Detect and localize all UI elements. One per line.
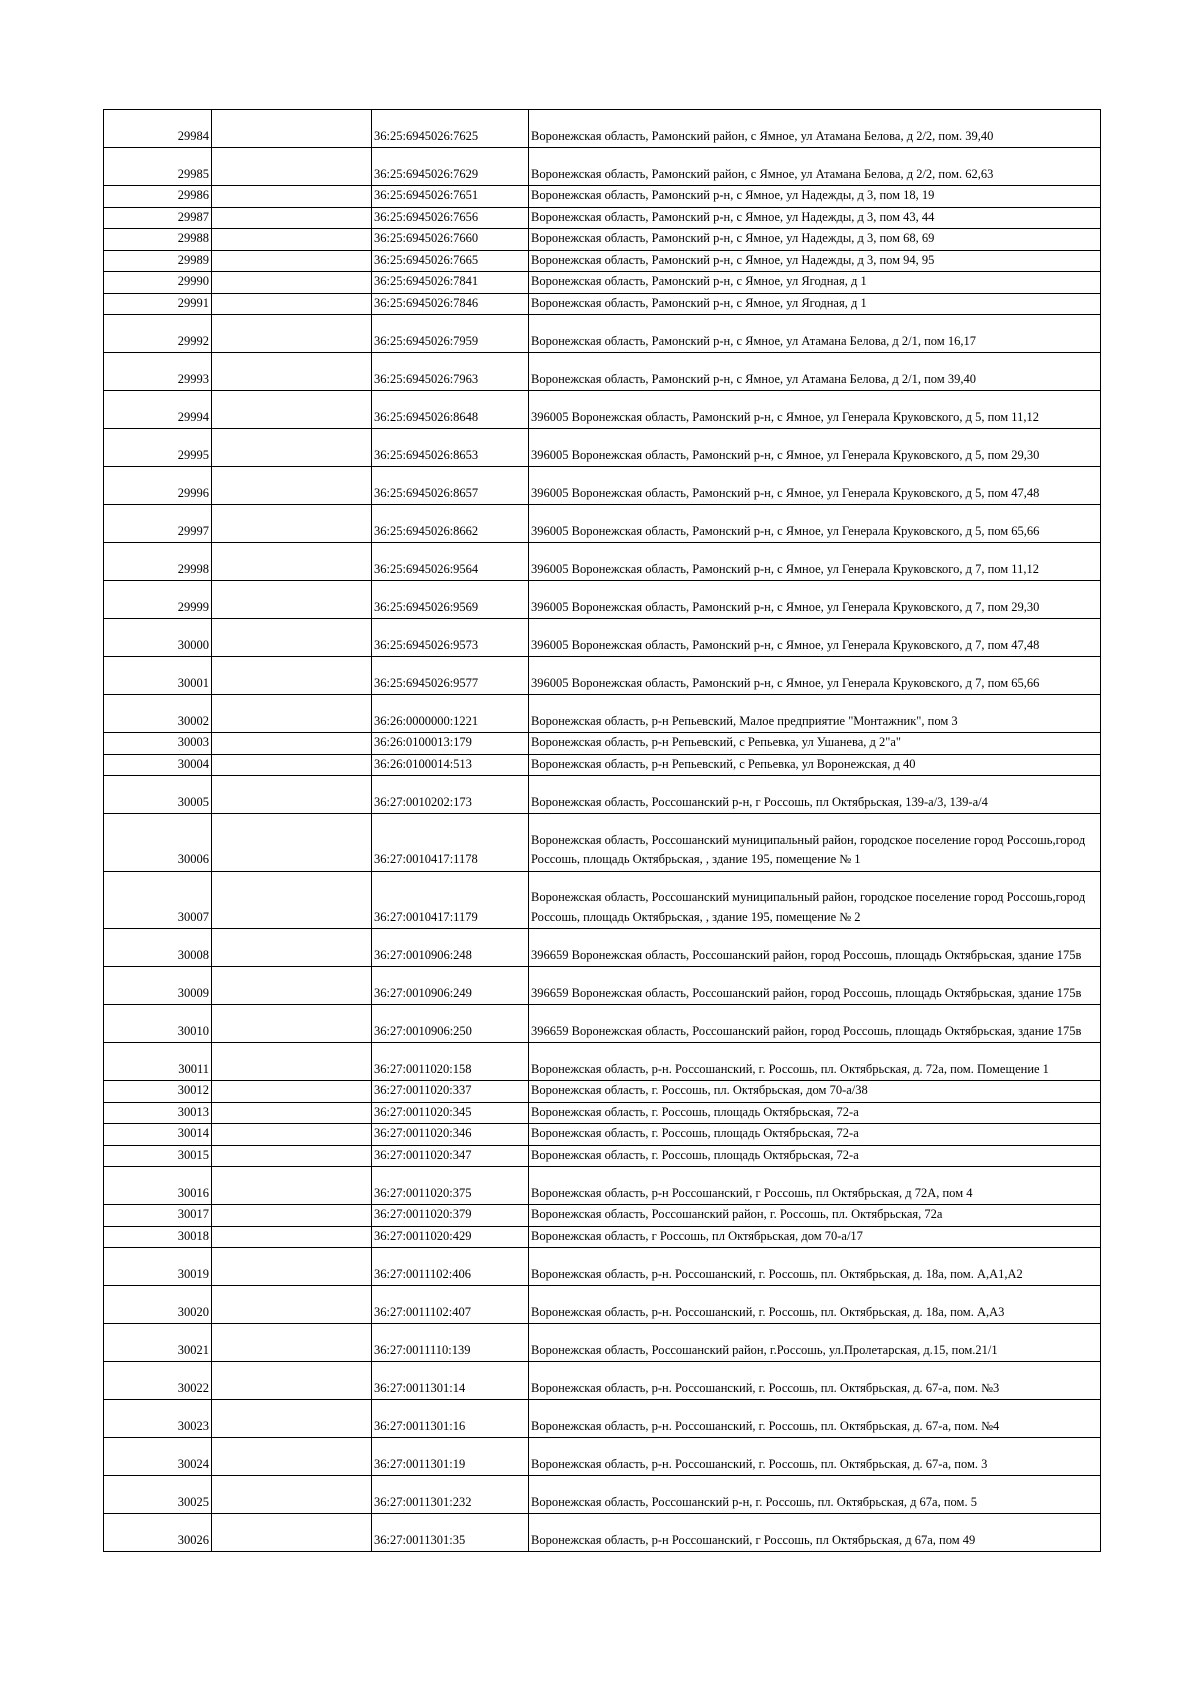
empty-cell	[212, 1400, 372, 1438]
row-number-cell: 29996	[104, 467, 212, 505]
empty-cell	[212, 733, 372, 755]
table-row	[104, 871, 1101, 929]
table-row	[104, 467, 1101, 505]
table-row	[104, 619, 1101, 657]
address-cell: Воронежская область, Россошанский муниципальный район, городское поселение город Россошь,город Россошь, площадь Октябрьская, , здание 195, помещение № 1	[529, 814, 1101, 872]
cadastral-number-cell: 36:25:6945026:7656	[372, 207, 529, 229]
empty-cell	[212, 186, 372, 208]
table-row	[104, 695, 1101, 733]
empty-cell	[212, 1324, 372, 1362]
table-row	[104, 293, 1101, 315]
cadastral-number-cell: 36:27:0011301:19	[372, 1438, 529, 1476]
empty-cell	[212, 148, 372, 186]
empty-cell	[212, 353, 372, 391]
address-cell: Воронежская область, г. Россошь, площадь Октябрьская, 72-а	[529, 1102, 1101, 1124]
empty-cell	[212, 776, 372, 814]
empty-cell	[212, 1514, 372, 1552]
property-register-table	[103, 109, 1101, 1552]
address-cell: Воронежская область, Рамонский р-н, с Ямное, ул Атамана Белова, д 2/1, пом 39,40	[529, 353, 1101, 391]
table-row	[104, 1362, 1101, 1400]
empty-cell	[212, 967, 372, 1005]
address-cell: Воронежская область, Рамонский район, с Ямное, ул Атамана Белова, д 2/2, пом. 39,40	[529, 110, 1101, 148]
address-cell: Воронежская область, р-н Россошанский, г Россошь, пл Октябрьская, д 72А, пом 4	[529, 1167, 1101, 1205]
cadastral-number-cell: 36:27:0011020:345	[372, 1102, 529, 1124]
table-row	[104, 657, 1101, 695]
row-number-cell: 29988	[104, 229, 212, 251]
row-number-cell: 30024	[104, 1438, 212, 1476]
address-cell: Воронежская область, Россошанский муниципальный район, городское поселение город Россошь,город Россошь, площадь Октябрьская, , здание 195, помещение № 2	[529, 871, 1101, 929]
row-number-cell: 29995	[104, 429, 212, 467]
empty-cell	[212, 929, 372, 967]
cadastral-number-cell: 36:25:6945026:7959	[372, 315, 529, 353]
address-cell: Воронежская область, р-н. Россошанский, г. Россошь, пл. Октябрьская, д. 18а, пом. А,А3	[529, 1286, 1101, 1324]
row-number-cell: 30023	[104, 1400, 212, 1438]
empty-cell	[212, 754, 372, 776]
empty-cell	[212, 1438, 372, 1476]
empty-cell	[212, 1043, 372, 1081]
empty-cell	[212, 391, 372, 429]
address-cell: Воронежская область, р-н. Россошанский, г. Россошь, пл. Октябрьская, д. 67-а, пом. №4	[529, 1400, 1101, 1438]
cadastral-number-cell: 36:25:6945026:7629	[372, 148, 529, 186]
empty-cell	[212, 293, 372, 315]
row-number-cell: 29985	[104, 148, 212, 186]
row-number-cell: 29986	[104, 186, 212, 208]
empty-cell	[212, 1081, 372, 1103]
table-row	[104, 1226, 1101, 1248]
row-number-cell: 30011	[104, 1043, 212, 1081]
cadastral-number-cell: 36:25:6945026:9564	[372, 543, 529, 581]
cadastral-number-cell: 36:26:0100013:179	[372, 733, 529, 755]
table-row	[104, 505, 1101, 543]
cadastral-number-cell: 36:27:0011020:337	[372, 1081, 529, 1103]
cadastral-number-cell: 36:27:0011102:406	[372, 1248, 529, 1286]
empty-cell	[212, 1102, 372, 1124]
row-number-cell: 29999	[104, 581, 212, 619]
cadastral-number-cell: 36:25:6945026:7660	[372, 229, 529, 251]
table-row	[104, 1145, 1101, 1167]
address-cell: Воронежская область, р-н. Россошанский, г. Россошь, пл. Октябрьская, д. 18а, пом. А,А1,А2	[529, 1248, 1101, 1286]
address-cell: Воронежская область, р-н. Россошанский, г. Россошь, пл. Октябрьская, д. 72а, пом. Помещение 1	[529, 1043, 1101, 1081]
table-row	[104, 733, 1101, 755]
table-row	[104, 429, 1101, 467]
cadastral-number-cell: 36:27:0011102:407	[372, 1286, 529, 1324]
cadastral-number-cell: 36:27:0010906:250	[372, 1005, 529, 1043]
table-row	[104, 543, 1101, 581]
address-cell: 396005 Воронежская область, Рамонский р-н, с Ямное, ул Генерала Круковского, д 7, пом 11,12	[529, 543, 1101, 581]
address-cell: Воронежская область, Рамонский р-н, с Ямное, ул Надежды, д 3, пом 94, 95	[529, 250, 1101, 272]
row-number-cell: 29993	[104, 353, 212, 391]
table-row	[104, 1205, 1101, 1227]
table-row	[104, 1286, 1101, 1324]
table-row	[104, 1005, 1101, 1043]
table-row	[104, 1514, 1101, 1552]
empty-cell	[212, 1124, 372, 1146]
table-row	[104, 1102, 1101, 1124]
table-row	[104, 1081, 1101, 1103]
empty-cell	[212, 1005, 372, 1043]
table-row	[104, 229, 1101, 251]
empty-cell	[212, 1248, 372, 1286]
row-number-cell: 30015	[104, 1145, 212, 1167]
cadastral-number-cell: 36:27:0010202:173	[372, 776, 529, 814]
cadastral-number-cell: 36:25:6945026:8657	[372, 467, 529, 505]
cadastral-number-cell: 36:27:0011020:379	[372, 1205, 529, 1227]
cadastral-number-cell: 36:26:0000000:1221	[372, 695, 529, 733]
address-cell: Воронежская область, Россошанский р-н, г Россошь, пл Октябрьская, 139-а/3, 139-а/4	[529, 776, 1101, 814]
cadastral-number-cell: 36:25:6945026:9573	[372, 619, 529, 657]
row-number-cell: 30019	[104, 1248, 212, 1286]
table-row	[104, 814, 1101, 872]
empty-cell	[212, 207, 372, 229]
row-number-cell: 30016	[104, 1167, 212, 1205]
table-row	[104, 250, 1101, 272]
table-row	[104, 967, 1101, 1005]
cadastral-number-cell: 36:27:0011301:16	[372, 1400, 529, 1438]
table-row	[104, 754, 1101, 776]
cadastral-number-cell: 36:25:6945026:9577	[372, 657, 529, 695]
empty-cell	[212, 250, 372, 272]
table-row	[104, 186, 1101, 208]
address-cell: 396005 Воронежская область, Рамонский р-н, с Ямное, ул Генерала Круковского, д 7, пом 65,66	[529, 657, 1101, 695]
row-number-cell: 30006	[104, 814, 212, 872]
row-number-cell: 30014	[104, 1124, 212, 1146]
empty-cell	[212, 657, 372, 695]
address-cell: Воронежская область, р-н Репьевский, с Репьевка, ул Воронежская, д 40	[529, 754, 1101, 776]
row-number-cell: 30010	[104, 1005, 212, 1043]
row-number-cell: 30025	[104, 1476, 212, 1514]
row-number-cell: 29987	[104, 207, 212, 229]
empty-cell	[212, 1167, 372, 1205]
row-number-cell: 30018	[104, 1226, 212, 1248]
address-cell: Воронежская область, р-н. Россошанский, г. Россошь, пл. Октябрьская, д. 67-а, пом. 3	[529, 1438, 1101, 1476]
cadastral-number-cell: 36:27:0011301:14	[372, 1362, 529, 1400]
cadastral-number-cell: 36:25:6945026:7846	[372, 293, 529, 315]
table-row	[104, 207, 1101, 229]
table-row	[104, 1124, 1101, 1146]
row-number-cell: 29992	[104, 315, 212, 353]
empty-cell	[212, 814, 372, 872]
table-row	[104, 581, 1101, 619]
cadastral-number-cell: 36:25:6945026:8648	[372, 391, 529, 429]
table-row	[104, 391, 1101, 429]
table-row	[104, 1043, 1101, 1081]
empty-cell	[212, 272, 372, 294]
empty-cell	[212, 505, 372, 543]
row-number-cell: 30008	[104, 929, 212, 967]
row-number-cell: 30004	[104, 754, 212, 776]
cadastral-number-cell: 36:27:0011110:139	[372, 1324, 529, 1362]
address-cell: Воронежская область, р-н Репьевский, с Репьевка, ул Ушанева, д 2"а"	[529, 733, 1101, 755]
table-row	[104, 929, 1101, 967]
row-number-cell: 29997	[104, 505, 212, 543]
address-cell: Воронежская область, Россошанский р-н, г. Россошь, пл. Октябрьская, д 67а, пом. 5	[529, 1476, 1101, 1514]
empty-cell	[212, 429, 372, 467]
row-number-cell: 29989	[104, 250, 212, 272]
table-row	[104, 272, 1101, 294]
address-cell: 396005 Воронежская область, Рамонский р-н, с Ямное, ул Генерала Круковского, д 5, пом 11,12	[529, 391, 1101, 429]
address-cell: 396659 Воронежская область, Россошанский район, город Россошь, площадь Октябрьская, здание 175в	[529, 929, 1101, 967]
cadastral-number-cell: 36:27:0011020:346	[372, 1124, 529, 1146]
row-number-cell: 30005	[104, 776, 212, 814]
cadastral-number-cell: 36:27:0011301:232	[372, 1476, 529, 1514]
cadastral-number-cell: 36:26:0100014:513	[372, 754, 529, 776]
row-number-cell: 30021	[104, 1324, 212, 1362]
row-number-cell: 29994	[104, 391, 212, 429]
cadastral-number-cell: 36:27:0011020:429	[372, 1226, 529, 1248]
cadastral-number-cell: 36:27:0010906:248	[372, 929, 529, 967]
empty-cell	[212, 229, 372, 251]
cadastral-number-cell: 36:25:6945026:9569	[372, 581, 529, 619]
cadastral-number-cell: 36:25:6945026:7963	[372, 353, 529, 391]
row-number-cell: 30003	[104, 733, 212, 755]
address-cell: Воронежская область, Рамонский р-н, с Ямное, ул Ягодная, д 1	[529, 272, 1101, 294]
empty-cell	[212, 581, 372, 619]
empty-cell	[212, 1226, 372, 1248]
address-cell: Воронежская область, Рамонский район, с Ямное, ул Атамана Белова, д 2/2, пом. 62,63	[529, 148, 1101, 186]
address-cell: Воронежская область, г Россошь, пл Октябрьская, дом 70-а/17	[529, 1226, 1101, 1248]
cadastral-number-cell: 36:27:0011301:35	[372, 1514, 529, 1552]
address-cell: Воронежская область, Рамонский р-н, с Ямное, ул Надежды, д 3, пом 43, 44	[529, 207, 1101, 229]
table-body	[104, 110, 1101, 1552]
address-cell: Воронежская область, г. Россошь, площадь Октябрьская, 72-а	[529, 1145, 1101, 1167]
cadastral-number-cell: 36:27:0011020:158	[372, 1043, 529, 1081]
empty-cell	[212, 619, 372, 657]
empty-cell	[212, 1362, 372, 1400]
cadastral-number-cell: 36:27:0010417:1179	[372, 871, 529, 929]
empty-cell	[212, 1476, 372, 1514]
row-number-cell: 29990	[104, 272, 212, 294]
table-row	[104, 1438, 1101, 1476]
row-number-cell: 30012	[104, 1081, 212, 1103]
cadastral-number-cell: 36:25:6945026:7665	[372, 250, 529, 272]
address-cell: 396005 Воронежская область, Рамонский р-н, с Ямное, ул Генерала Круковского, д 7, пом 29,30	[529, 581, 1101, 619]
cadastral-number-cell: 36:25:6945026:7625	[372, 110, 529, 148]
address-cell: Воронежская область, р-н. Россошанский, г. Россошь, пл. Октябрьская, д. 67-а, пом. №3	[529, 1362, 1101, 1400]
empty-cell	[212, 1286, 372, 1324]
table-row	[104, 776, 1101, 814]
table-row	[104, 148, 1101, 186]
row-number-cell: 30022	[104, 1362, 212, 1400]
cadastral-number-cell: 36:27:0010417:1178	[372, 814, 529, 872]
row-number-cell: 30017	[104, 1205, 212, 1227]
row-number-cell: 30001	[104, 657, 212, 695]
empty-cell	[212, 1145, 372, 1167]
empty-cell	[212, 467, 372, 505]
address-cell: Воронежская область, Рамонский р-н, с Ямное, ул Надежды, д 3, пом 18, 19	[529, 186, 1101, 208]
address-cell: Воронежская область, г. Россошь, пл. Октябрьская, дом 70-а/38	[529, 1081, 1101, 1103]
row-number-cell: 29998	[104, 543, 212, 581]
address-cell: Воронежская область, р-н Россошанский, г Россошь, пл Октябрьская, д 67а, пом 49	[529, 1514, 1101, 1552]
address-cell: 396005 Воронежская область, Рамонский р-н, с Ямное, ул Генерала Круковского, д 5, пом 47,48	[529, 467, 1101, 505]
cadastral-number-cell: 36:25:6945026:7841	[372, 272, 529, 294]
address-cell: 396005 Воронежская область, Рамонский р-н, с Ямное, ул Генерала Круковского, д 5, пом 29,30	[529, 429, 1101, 467]
address-cell: Воронежская область, Россошанский район, г.Россошь, ул.Пролетарская, д.15, пом.21/1	[529, 1324, 1101, 1362]
table-row	[104, 1167, 1101, 1205]
address-cell: 396659 Воронежская область, Россошанский район, город Россошь, площадь Октябрьская, здание 175в	[529, 967, 1101, 1005]
table-row	[104, 1324, 1101, 1362]
cadastral-number-cell: 36:25:6945026:8653	[372, 429, 529, 467]
row-number-cell: 30009	[104, 967, 212, 1005]
row-number-cell: 30002	[104, 695, 212, 733]
table-row	[104, 1400, 1101, 1438]
empty-cell	[212, 543, 372, 581]
address-cell: 396005 Воронежская область, Рамонский р-н, с Ямное, ул Генерала Круковского, д 7, пом 47,48	[529, 619, 1101, 657]
address-cell: 396659 Воронежская область, Россошанский район, город Россошь, площадь Октябрьская, здание 175в	[529, 1005, 1101, 1043]
address-cell: Воронежская область, Россошанский район, г. Россошь, пл. Октябрьская, 72а	[529, 1205, 1101, 1227]
row-number-cell: 30007	[104, 871, 212, 929]
row-number-cell: 30000	[104, 619, 212, 657]
row-number-cell: 30026	[104, 1514, 212, 1552]
cadastral-number-cell: 36:25:6945026:8662	[372, 505, 529, 543]
address-cell: Воронежская область, Рамонский р-н, с Ямное, ул Надежды, д 3, пом 68, 69	[529, 229, 1101, 251]
table-row	[104, 353, 1101, 391]
cadastral-number-cell: 36:27:0010906:249	[372, 967, 529, 1005]
cadastral-number-cell: 36:27:0011020:347	[372, 1145, 529, 1167]
row-number-cell: 30020	[104, 1286, 212, 1324]
row-number-cell: 29984	[104, 110, 212, 148]
empty-cell	[212, 315, 372, 353]
table-row	[104, 1476, 1101, 1514]
table-row	[104, 1248, 1101, 1286]
table-row	[104, 110, 1101, 148]
address-cell: Воронежская область, р-н Репьевский, Малое предприятие "Монтажник", пом 3	[529, 695, 1101, 733]
cadastral-number-cell: 36:25:6945026:7651	[372, 186, 529, 208]
row-number-cell: 30013	[104, 1102, 212, 1124]
address-cell: Воронежская область, Рамонский р-н, с Ямное, ул Ягодная, д 1	[529, 293, 1101, 315]
empty-cell	[212, 110, 372, 148]
address-cell: Воронежская область, г. Россошь, площадь Октябрьская, 72-а	[529, 1124, 1101, 1146]
empty-cell	[212, 871, 372, 929]
cadastral-number-cell: 36:27:0011020:375	[372, 1167, 529, 1205]
table-row	[104, 315, 1101, 353]
row-number-cell: 29991	[104, 293, 212, 315]
address-cell: Воронежская область, Рамонский р-н, с Ямное, ул Атамана Белова, д 2/1, пом 16,17	[529, 315, 1101, 353]
empty-cell	[212, 1205, 372, 1227]
address-cell: 396005 Воронежская область, Рамонский р-н, с Ямное, ул Генерала Круковского, д 5, пом 65,66	[529, 505, 1101, 543]
empty-cell	[212, 695, 372, 733]
